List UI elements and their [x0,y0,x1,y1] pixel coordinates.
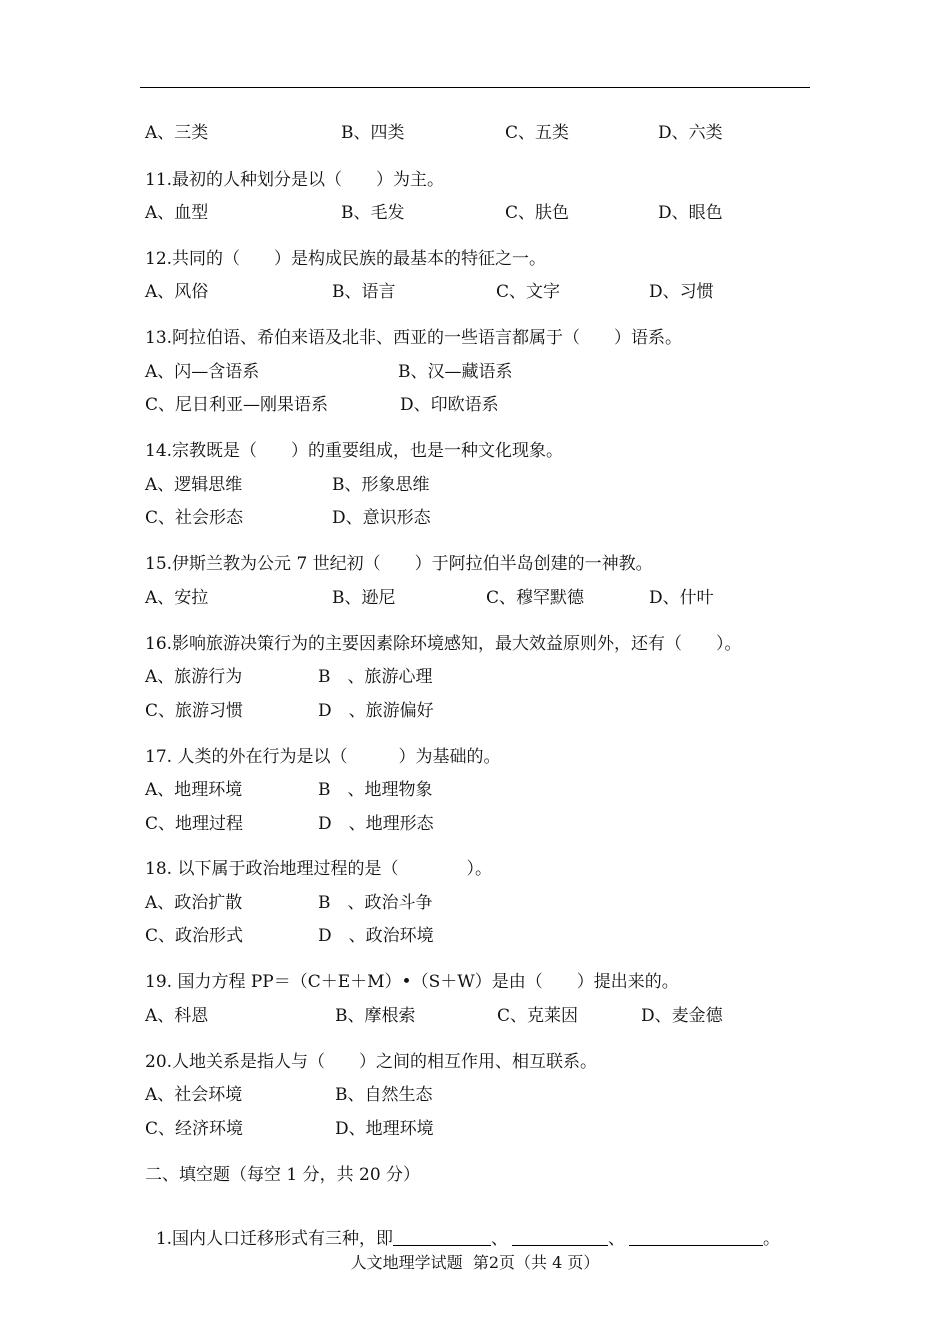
q17-option-b: B 、地理物象 [318,780,433,800]
fill1-sep-2: 、 [608,1229,626,1249]
q18-option-c: C、政治形式 [145,926,244,946]
q20-option-a: A、社会环境 [145,1085,243,1105]
q15-option-c: C、穆罕默德 [486,588,585,608]
fill1-stem: 1.国内人口迁移形式有三种，即 [155,1229,394,1249]
q15-stem: 15.伊斯兰教为公元 7 世纪初（ ）于阿拉伯半岛创建的一神教。 [145,554,653,574]
q11-option-a: A、血型 [145,203,209,223]
q17-option-a: A、地理环境 [145,780,243,800]
q14-stem: 14.宗教既是（ ）的重要组成，也是一种文化现象。 [145,441,564,461]
header-rule [140,87,810,88]
q16-stem: 16.影响旅游决策行为的主要因素除环境感知，最大效益原则外，还有（ ）。 [145,634,742,654]
q12-stem: 12.共同的（ ）是构成民族的最基本的特征之一。 [145,249,547,269]
q20-option-b: B、自然生态 [335,1085,433,1105]
q10-option-a: A、三类 [145,123,209,143]
q18-stem: 18. 以下属于政治地理过程的是（ ）。 [145,859,492,879]
q11-stem: 11.最初的人种划分是以（ ）为主。 [145,170,445,190]
q19-option-a: A、科恩 [145,1006,209,1026]
fill1-blank-2[interactable] [512,1227,608,1246]
page-footer: 人文地理学试题 第2页（共 4 页） [350,1253,600,1272]
fill1-blank-3[interactable] [629,1227,763,1246]
q16-option-c: C、旅游习惯 [145,701,244,721]
q13-option-c: C、尼日利亚—刚果语系 [145,395,329,415]
q17-option-c: C、地理过程 [145,814,244,834]
fill1-end: 。 [763,1229,781,1249]
q14-option-c: C、社会形态 [145,508,244,528]
q19-option-d: D、麦金德 [641,1006,723,1026]
q12-option-a: A、风俗 [145,282,209,302]
q12-option-c: C、文字 [496,282,561,302]
q16-option-a: A、旅游行为 [145,667,243,687]
q16-option-d: D 、旅游偏好 [318,701,434,721]
q14-option-a: A、逻辑思维 [145,475,243,495]
section-heading-fill-in: 二、填空题（每空 1 分，共 20 分） [145,1165,421,1185]
q14-option-d: D、意识形态 [332,508,431,528]
q20-stem: 20.人地关系是指人与（ ）之间的相互作用、相互联系。 [145,1052,598,1072]
q11-option-d: D、眼色 [658,203,723,223]
q17-stem: 17. 人类的外在行为是以（ ）为基础的。 [145,747,501,767]
q13-option-a: A、闪—含语系 [145,362,260,382]
q19-option-b: B、摩根索 [335,1006,416,1026]
q13-stem: 13.阿拉伯语、希伯来语及北非、西亚的一些语言都属于（ ）语系。 [145,328,683,348]
q18-option-a: A、政治扩散 [145,893,243,913]
q15-option-a: A、安拉 [145,588,209,608]
q12-option-b: B、语言 [332,282,396,302]
q13-option-b: B、汉—藏语系 [398,362,513,382]
q11-option-c: C、肤色 [505,203,570,223]
fill1-sep-1: 、 [491,1229,509,1249]
q20-option-d: D、地理环境 [335,1119,434,1139]
q18-option-b: B 、政治斗争 [318,893,433,913]
q19-stem: 19. 国力方程 PP＝（C＋E＋M）•（S＋W）是由（ ）提出来的。 [145,972,679,992]
q15-option-d: D、什叶 [649,588,714,608]
q10-option-c: C、五类 [505,123,570,143]
q16-option-b: B 、旅游心理 [318,667,433,687]
fill1-question [145,1205,780,1250]
q20-option-c: C、经济环境 [145,1119,244,1139]
q19-option-c: C、克莱因 [497,1006,579,1026]
q17-option-d: D 、地理形态 [318,814,434,834]
q12-option-d: D、习惯 [649,282,714,302]
q10-option-d: D、六类 [658,123,723,143]
fill1-blank-1[interactable] [393,1227,491,1246]
q15-option-b: B、逊尼 [332,588,396,608]
q18-option-d: D 、政治环境 [318,926,434,946]
q14-option-b: B、形象思维 [332,475,430,495]
q10-option-b: B、四类 [341,123,405,143]
q13-option-d: D、印欧语系 [400,395,499,415]
q11-option-b: B、毛发 [341,203,405,223]
